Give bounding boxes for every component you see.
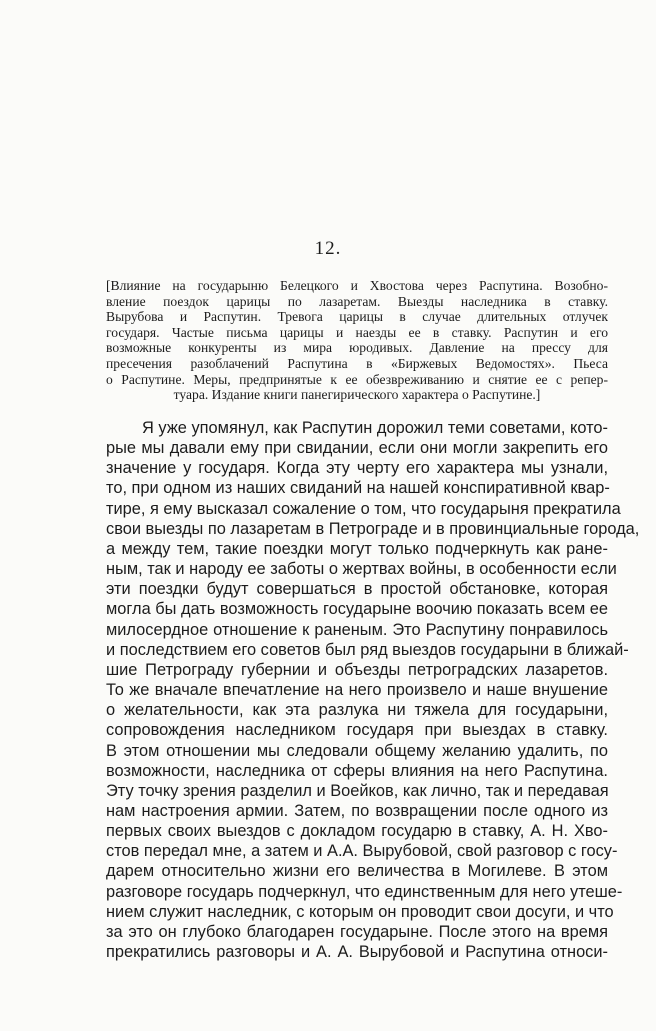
body-line: о желательности, как эта разлука ни тяжела для государыни, (106, 701, 608, 720)
body-line: тире, я ему высказал сожаление о том, что государыня прекратила (106, 499, 621, 518)
page-number: 12. (314, 238, 342, 259)
summary-line: о Распутине. Меры, предпринятые к ее обезвреживанию и снятие ее с репер- (106, 371, 608, 387)
body-line: прекратились разговоры и А. А. Вырубовой и Распутина относи- (106, 943, 608, 962)
body-line: то, при одном из наших свиданий на нашей конспиративной квар- (106, 479, 610, 498)
body-line: разговоре государь подчеркнул, что единственным для него утеше- (106, 882, 623, 901)
body-line: а между тем, такие поездки могут только подчеркнуть как ране- (106, 539, 608, 558)
body-line: и последствием его советов был ряд выездов государыни в ближай- (106, 640, 629, 659)
body-line: за это он глубоко благодарен государыне. После этого на время (106, 922, 608, 941)
body-line: нием служит наследник, с которым он проводит свои досуги, и что (106, 902, 614, 921)
summary-line: возможные конкуренты из мира юродивых. Давление на прессу для (106, 340, 608, 356)
body-line: Эту точку зрения разделил и Воейков, как лично, так и передавая (106, 781, 609, 800)
body-line: дарем относительно жизни его величества в Могилеве. В этом (106, 862, 608, 881)
body-line: рые мы давали ему при свидании, если они могли закрепить его (106, 439, 608, 458)
body-line: нам настроения армии. Затем, по возвращении после одного из (106, 801, 608, 820)
body-line: Я уже упомянул, как Распутин дорожил теми советами, кото- (142, 419, 608, 437)
body-text (106, 418, 640, 962)
body-line: милосердное отношение к раненым. Это Распутину понравилось (106, 620, 608, 639)
body-line: могла бы дать возможность государыне воочию показать всем ее (106, 600, 609, 619)
body-line: свои выезды по лазаретам в Петрограде и в провинциальные города, (106, 519, 640, 538)
body-line: То же вначале впечатление на него произвело и наше внушение (106, 681, 608, 700)
body-line: первых своих выездов с докладом государю в ставку, А. Н. Хво- (106, 822, 608, 841)
chapter-summary (106, 278, 608, 403)
summary-line: пресечения разоблачений Распутина в «Биржевых Ведомостях». Пьеса (106, 355, 608, 371)
body-line: стов передал мне, а затем и А.А. Вырубовой, свой разговор с госу- (106, 842, 618, 861)
body-line: сопровождения наследником государя при выездах в ставку. (106, 721, 608, 740)
summary-line: туара. Издание книги панегирического характера о Распутине.] (173, 387, 541, 403)
summary-line: [Влияние на государыню Белецкого и Хвостова через Распутина. Возобно- (106, 278, 608, 293)
body-line: В этом отношении мы следовали общему желанию удалить, по (106, 741, 608, 760)
summary-line: государя. Частые письма царицы и наезды ее в ставку. Распутин и его (106, 324, 608, 340)
body-line: эти поездки будут совершаться в простой обстановке, которая (106, 580, 608, 599)
summary-line: Вырубова и Распутин. Тревога царицы в случае длительных отлучек (106, 309, 608, 325)
body-line: ным, так и народу ее заботы о жертвах войны, в особенности если (106, 560, 617, 579)
body-line: шие Петрограду губернии и объезды петроградских лазаретов. (106, 660, 608, 679)
summary-line: вление поездок царицы по лазаретам. Выезды наследника в ставку. (106, 293, 608, 309)
body-line: значение у государя. Когда эту черту его характера мы узнали, (106, 459, 608, 478)
body-line: возможности, наследника от сферы влияния на него Распутина. (106, 761, 608, 780)
